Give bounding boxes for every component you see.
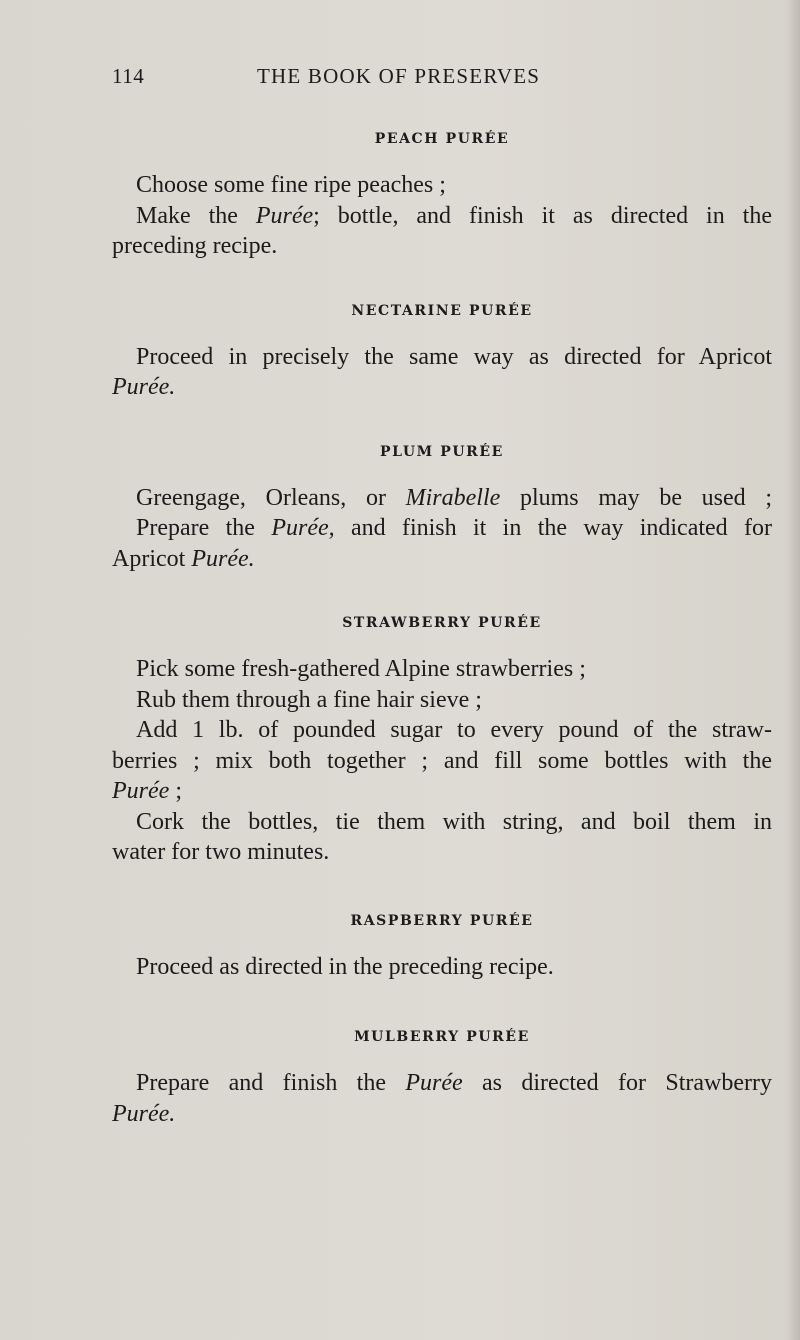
text-line: Make the Purée; bottle, and finish it as directed in the — [136, 202, 772, 229]
text-line: Add 1 lb. of pounded sugar to every pound of the straw- — [136, 717, 772, 743]
recipe-text — [112, 654, 772, 868]
text-line: Proceed in precisely the same way as directed for Apricot — [136, 343, 772, 370]
page-edge-shadow — [786, 0, 800, 1340]
recipe-heading: RASPBERRY PURÉE — [350, 912, 534, 929]
recipe-plum-puree — [112, 441, 772, 575]
page-number: 114 — [112, 64, 145, 88]
recipe-mulberry-puree — [112, 1026, 772, 1129]
recipe-peach-puree — [112, 128, 772, 262]
text-line: water for two minutes. — [112, 839, 330, 865]
text-line: Apricot Purée. — [112, 545, 255, 572]
text-line: Rub them through a fine hair sieve ; — [136, 686, 482, 713]
text-line: Purée ; — [112, 778, 182, 804]
text-line: preceding recipe. — [112, 233, 278, 259]
page-body — [112, 128, 772, 1129]
recipe-text — [112, 952, 772, 983]
text-line: berries ; mix both together ; and fill some bottles with the — [112, 747, 772, 774]
recipe-heading: PLUM PURÉE — [380, 443, 504, 460]
text-line: Greengage, Orleans, or Mirabelle plums may be used ; — [136, 484, 773, 511]
recipe-nectarine-puree — [112, 300, 772, 403]
text-line: Cork the bottles, tie them with string, and boil them in — [136, 808, 772, 835]
text-line: Proceed as directed in the preceding recipe. — [136, 953, 554, 980]
text-line: Prepare the Purée, and finish it in the way indicated for — [136, 515, 772, 541]
text-line: Choose some fine ripe peaches ; — [136, 172, 446, 198]
recipe-heading: PEACH PURÉE — [374, 131, 510, 147]
page-header — [112, 64, 712, 94]
text-line: Purée. — [112, 374, 176, 400]
recipe-strawberry-puree — [112, 612, 772, 868]
recipe-text — [112, 342, 772, 403]
recipe-text — [112, 1068, 772, 1129]
text-line: Prepare and finish the Purée as directed for Strawberry — [136, 1070, 772, 1096]
text-line: Purée. — [112, 1100, 176, 1127]
recipe-heading: MULBERRY PURÉE — [354, 1029, 530, 1045]
running-title: THE BOOK OF PRESERVES — [257, 64, 541, 88]
text-line: Pick some fresh-gathered Alpine strawberries ; — [136, 656, 586, 682]
recipe-raspberry-puree — [112, 910, 772, 983]
recipe-heading: STRAWBERRY PURÉE — [342, 615, 542, 631]
recipe-text — [112, 170, 772, 262]
recipe-heading: NECTARINE PURÉE — [351, 302, 533, 319]
recipe-text — [112, 483, 772, 575]
